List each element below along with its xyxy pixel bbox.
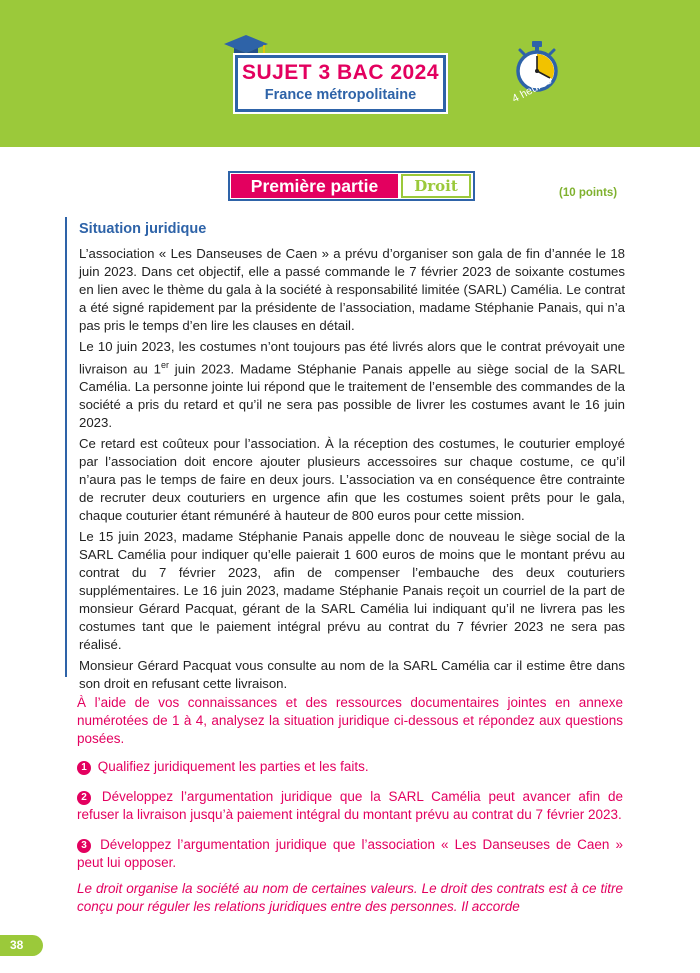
question-number-badge: 2 [77, 791, 91, 805]
question-2: 2 Développez l’argumentation juridique que la SARL Camélia peut avancer afin de refuser la livraison jusqu’à paiement intégral du montant prévu au contrat du 7 février 2023. [77, 789, 623, 822]
situation-paragraph: Ce retard est coûteux pour l’association. À la réception des costumes, le couturier employé par l’association doit encore ajouter plusieurs accessoires sur chaque costume, ce qu’il n’aura pas le temps de faire en deux jours. L’association va en conséquence être contrainte de recruter deux couturiers en urgence afin que les costumes soient prêts pour le gala, chaque couturier étant rémunéré à hauteur de 800 euros pour cette mission. [79, 436, 625, 524]
situation-paragraph: Le 10 juin 2023, les costumes n’ont toujours pas été livrés alors que le contrat prévoyait une livraison au 1er juin 2023. Madame Stéphanie Panais appelle au siège social de la SARL Camélia. La personne jointe lui répond que le traitement de l’ensemble des commandes de la société a pris du retard et qu’il ne sera pas possible de livrer les costumes avant le 16 juin 2023. [79, 339, 625, 431]
question-3: 3 Développez l’argumentation juridique que l’association « Les Danseuses de Caen » peut lui opposer. [77, 837, 623, 870]
situation-paragraph: L’association « Les Danseuses de Caen » a prévu d’organiser son gala de fin d’année le 18 juin 2023. Dans cet objectif, elle a passé commande le 7 février 2023 de soixante costumes en lien avec le thème du gala à la société à responsabilité limitée (SARL) Camélia. Le contrat a été signé rapidement par la présidente de l’association, madame Stéphanie Panais, qui n’a pas pris le temps d’en lire les clauses en détail. [79, 246, 625, 333]
situation-paragraph: Le 15 juin 2023, madame Stéphanie Panais appelle donc de nouveau le siège social de la SARL Camélia pour indiquer qu’elle paierait 1 600 euros de moins que le montant prévu au contrat du 7 février 2023, afin de compenser l’embauche des deux couturiers supplémentaires. Le 16 juin 2023, madame Stéphanie Panais reçoit un courriel de la part de monsieur Gérard Pacquat, gérant de la SARL Camélia lui indiquant qu’il ne livrera pas les costumes tant que le paiement intégral prévu au contrat du 7 février 2023 ne sera pas réalisé. [79, 529, 625, 653]
duration-label: 4 heures [510, 74, 554, 106]
page-number: 38 [0, 935, 43, 956]
points-label: (10 points) [559, 187, 618, 199]
part-title: Première partie [231, 174, 398, 198]
part-tag: Droit [401, 174, 471, 198]
situation-heading: Situation juridique [79, 221, 207, 237]
situation-section [65, 217, 633, 692]
question-number-badge: 3 [77, 839, 91, 853]
closing-text: Le droit organise la société au nom de certaines valeurs. Le droit des contrats est à ce titre conçu pour réguler les relations juridiques entre des personnes. Il accorde [77, 881, 623, 914]
situation-paragraph: Monsieur Gérard Pacquat vous consulte au nom de la SARL Camélia car il estime être dans son droit en refusant cette livraison. [79, 658, 625, 692]
subject-subtitle: France métropolitaine [264, 87, 417, 103]
questions-section [77, 694, 623, 916]
situation-text [79, 245, 625, 696]
question-number-badge: 1 [77, 761, 91, 775]
question-1: 1 Qualifiez juridiquement les parties et les faits. [77, 758, 623, 776]
subject-title: SUJET 3 BAC 2024 [241, 61, 440, 84]
part-heading [228, 171, 475, 201]
questions-intro: À l’aide de vos connaissances et des ressources documentaires jointes en annexe numérotées de 1 à 4, analysez la situation juridique ci-dessous et répondez aux questions posées. [77, 695, 623, 746]
subject-title-box [235, 55, 446, 112]
